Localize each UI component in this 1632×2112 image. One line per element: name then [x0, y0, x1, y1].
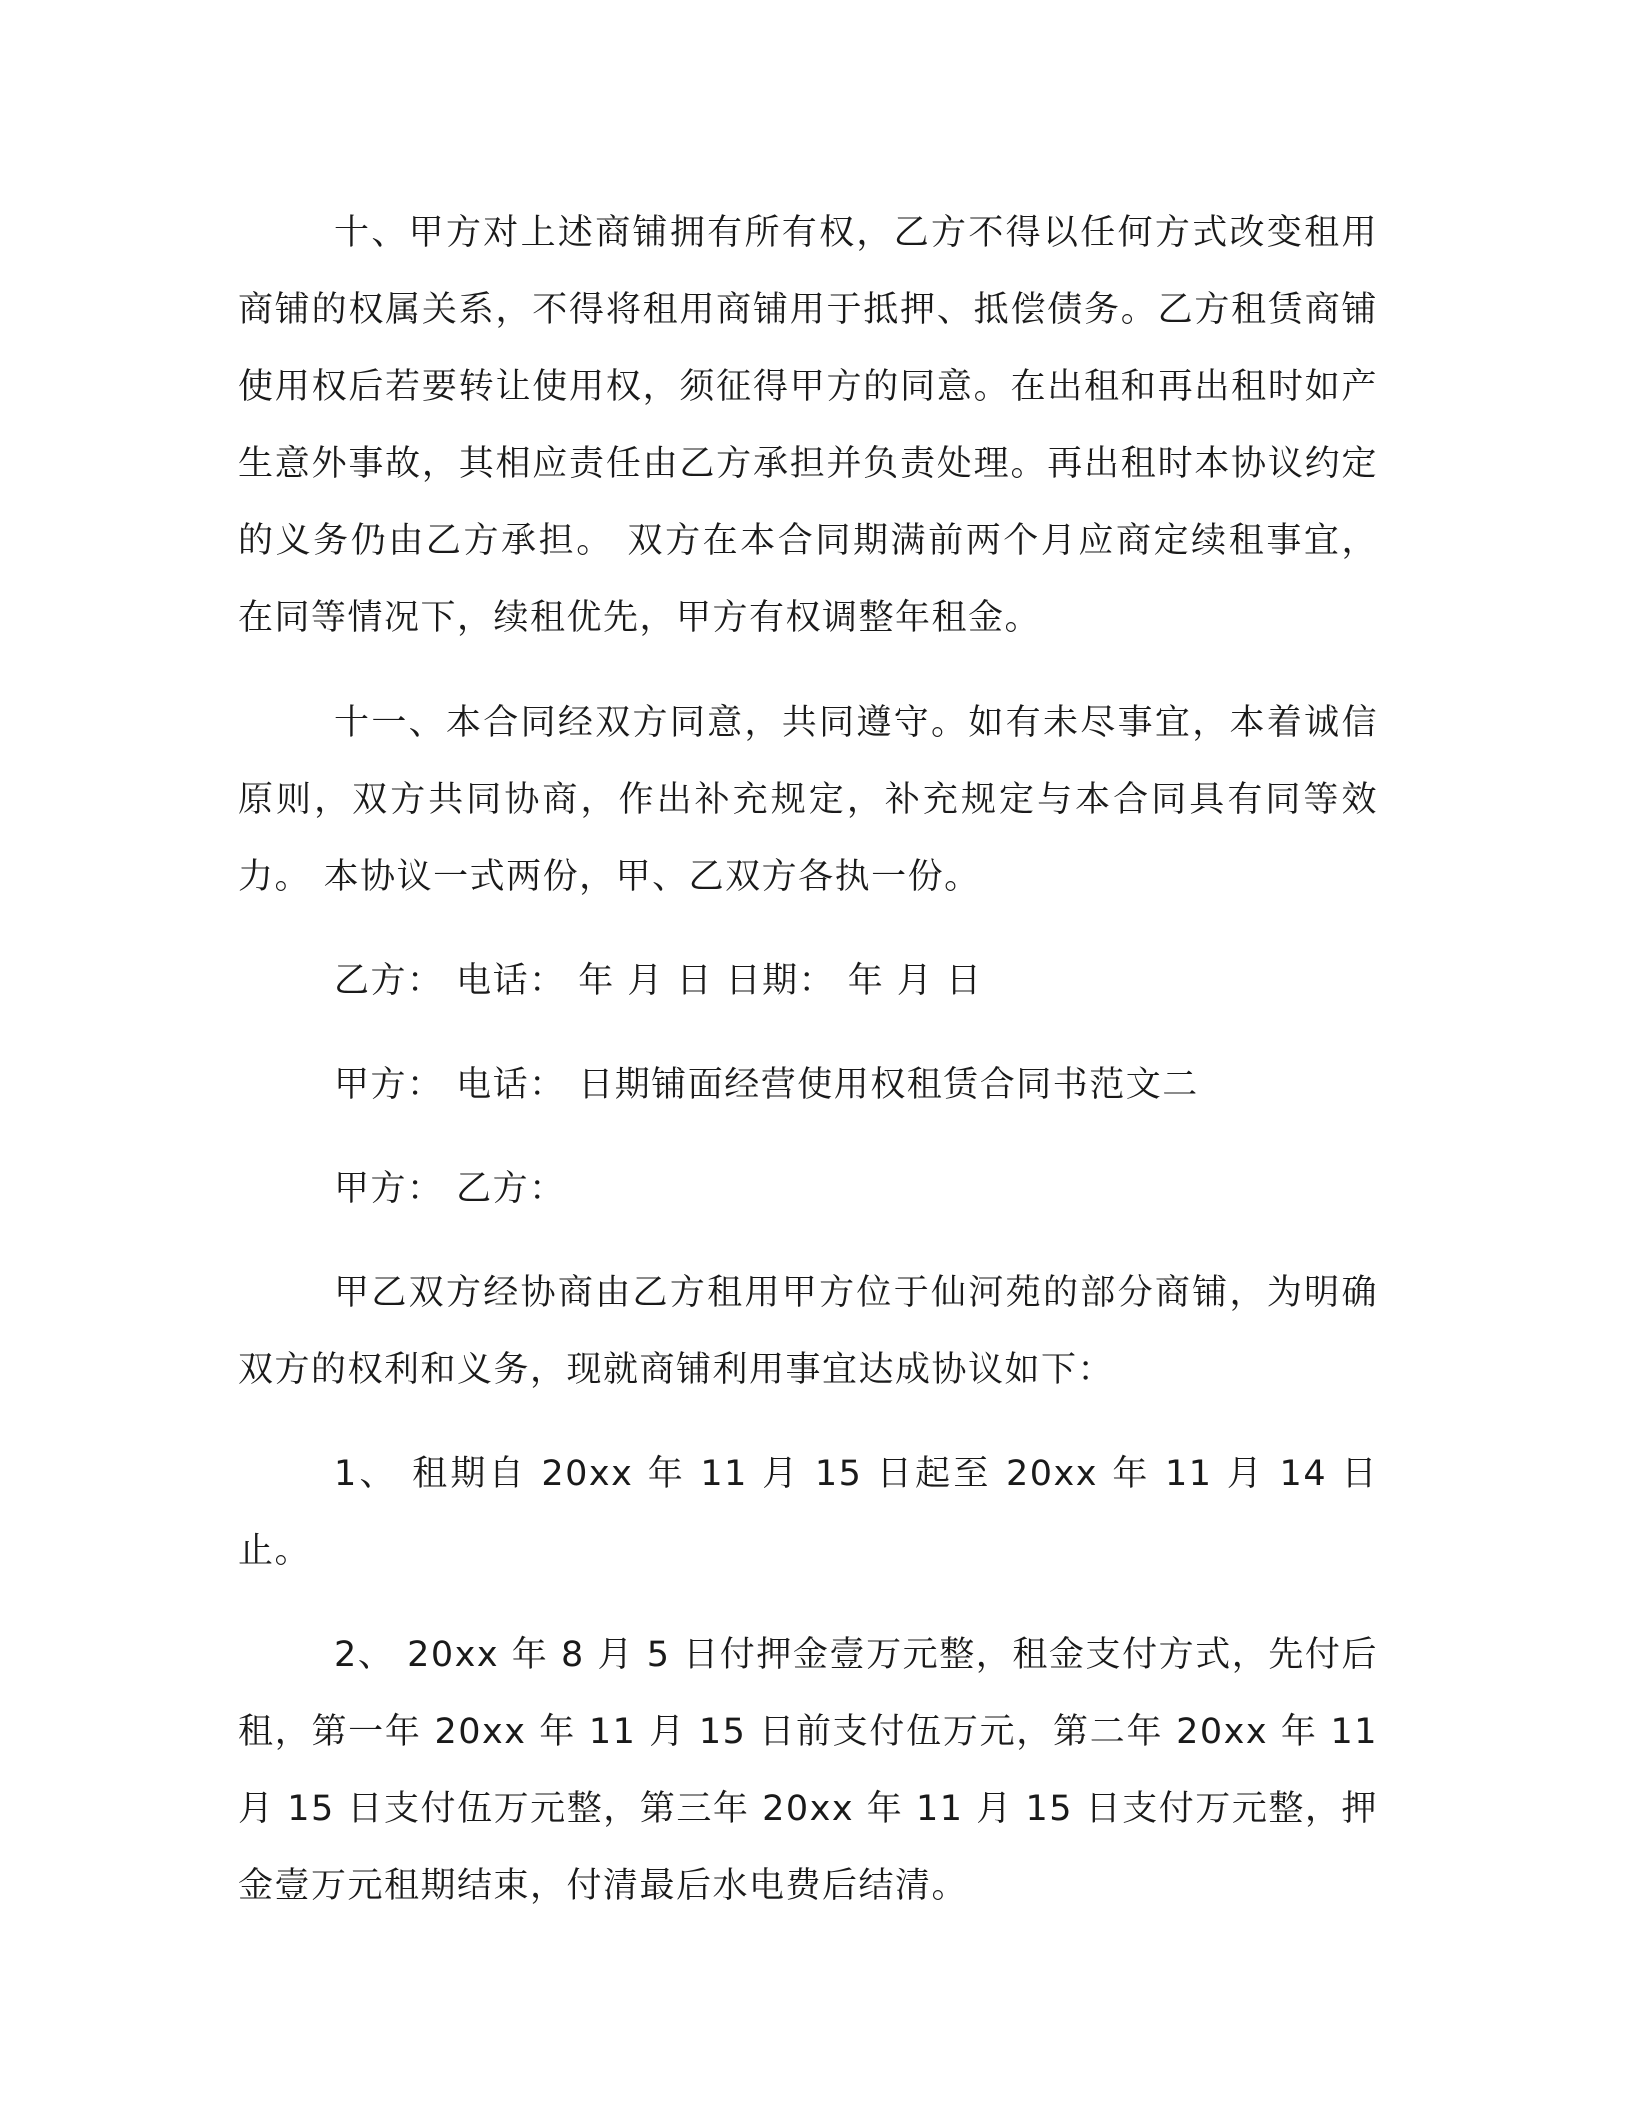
- parties-line: 甲方： 乙方：: [334, 1169, 566, 1209]
- agreement-intro-paragraph: 甲乙双方经协商由乙方租用甲方位于仙河苑的部分商铺，为明确双方的权利和义务，现就商铺利用事宜达成协议如下：: [238, 1273, 1378, 1390]
- clause-eleven-paragraph: 十一、本合同经双方同意，共同遵守。如有未尽事宜，本着诚信原则，双方共同协商，作出补充规定，补充规定与本合同具有同等效力。 本协议一式两份，甲、乙双方各执一份。: [238, 703, 1378, 897]
- party-b-signature-line: 乙方： 电话： 年 月 日 日期： 年 月 日: [334, 961, 983, 1001]
- party-a-signature-line: 甲方： 电话： 日期铺面经营使用权租赁合同书范文二: [334, 1065, 1199, 1105]
- clause-ten-paragraph: 十、甲方对上述商铺拥有所有权，乙方不得以任何方式改变租用商铺的权属关系，不得将租用商铺用于抵押、抵偿债务。乙方租赁商铺使用权后若要转让使用权，须征得甲方的同意。在出租和再出租时如产生意外事故，其相应责任由乙方承担并负责处理。再出租时本协议约定的义务仍由乙方承担。 双方在本合同期满前两个月应商定续租事宜，在同等情况下，续租优先，甲方有权调整年租金。: [238, 213, 1378, 638]
- term-clause-one: 1、 租期自 20xx 年 11 月 15 日起至 20xx 年 11 月 14 日止。: [238, 1454, 1378, 1571]
- payment-clause-two: 2、 20xx 年 8 月 5 日付押金壹万元整，租金支付方式，先付后租，第一年 20xx 年 11 月 15 日前支付伍万元，第二年 20xx 年 11 月 15 日支付伍万元整，第三年 20xx 年 11 月 15 日支付万元整，押金壹万元租期结束，付清最后水电费后结清。: [238, 1635, 1378, 1906]
- document-page: [238, 195, 1378, 1925]
